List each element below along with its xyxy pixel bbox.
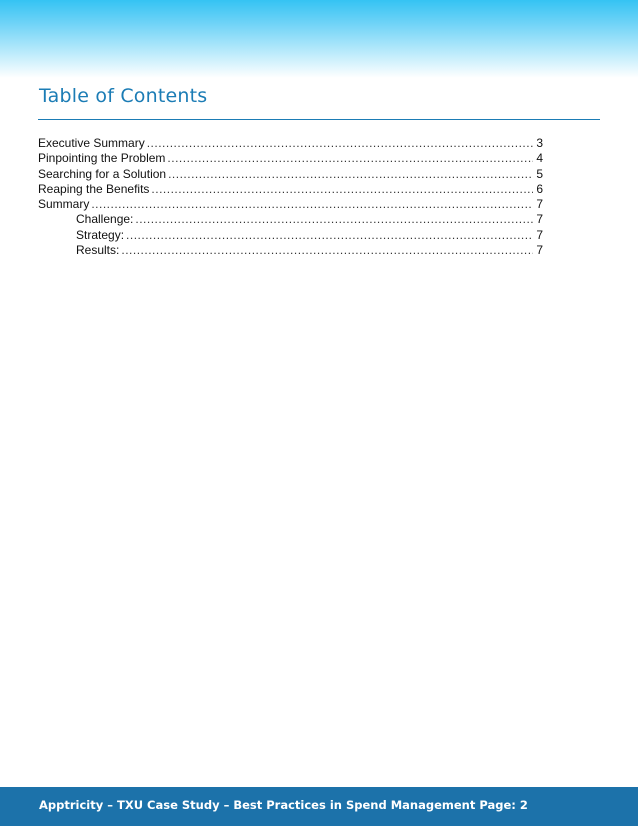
toc-entry-summary[interactable]: [38, 197, 543, 212]
toc-entry-challenge[interactable]: [38, 212, 543, 227]
toc-entry-label: Reaping the Benefits: [38, 181, 150, 196]
page-footer: Apptricity – TXU Case Study – Best Practices in Spend Management Page: 2: [39, 798, 528, 812]
toc-page-number: 7: [536, 197, 543, 212]
toc-entry-label: Strategy:: [76, 227, 125, 242]
toc-dot-leader: [135, 212, 533, 227]
toc-page-number: 5: [536, 166, 543, 181]
toc-page-number: 7: [536, 212, 543, 227]
toc-dot-leader: [168, 167, 533, 182]
toc-page-number: 4: [536, 151, 543, 166]
header-gradient-band: [0, 0, 638, 78]
toc-entry-label: Results:: [76, 243, 120, 258]
toc-dot-leader: [147, 136, 534, 151]
toc-page-number: 3: [536, 136, 543, 150]
toc-entry-pinpointing-the-problem[interactable]: [38, 151, 543, 166]
toc-dot-leader: [151, 182, 533, 197]
toc-entry-label: Searching for a Solution: [38, 166, 167, 181]
toc-page-number: 7: [536, 227, 543, 242]
toc-entry-label: Executive Summary: [38, 136, 145, 150]
page-title: Table of Contents: [39, 85, 208, 107]
toc-entry-label: Challenge:: [76, 212, 134, 227]
toc-dot-leader: [121, 243, 533, 258]
title-divider: [38, 119, 600, 120]
table-of-contents: [38, 136, 543, 258]
toc-dot-leader: [167, 151, 533, 166]
toc-page-number: 7: [536, 243, 543, 258]
toc-entry-executive-summary[interactable]: [38, 136, 543, 151]
toc-page-number: 6: [536, 181, 543, 196]
toc-dot-leader: [126, 228, 533, 243]
toc-entry-reaping-the-benefits[interactable]: [38, 182, 543, 197]
toc-entry-label: Summary: [38, 197, 90, 212]
toc-entry-label: Pinpointing the Problem: [38, 151, 166, 166]
toc-dot-leader: [91, 197, 533, 212]
toc-entry-results[interactable]: [38, 243, 543, 258]
toc-entry-strategy[interactable]: [38, 228, 543, 243]
toc-entry-searching-for-a-solution[interactable]: [38, 167, 543, 182]
